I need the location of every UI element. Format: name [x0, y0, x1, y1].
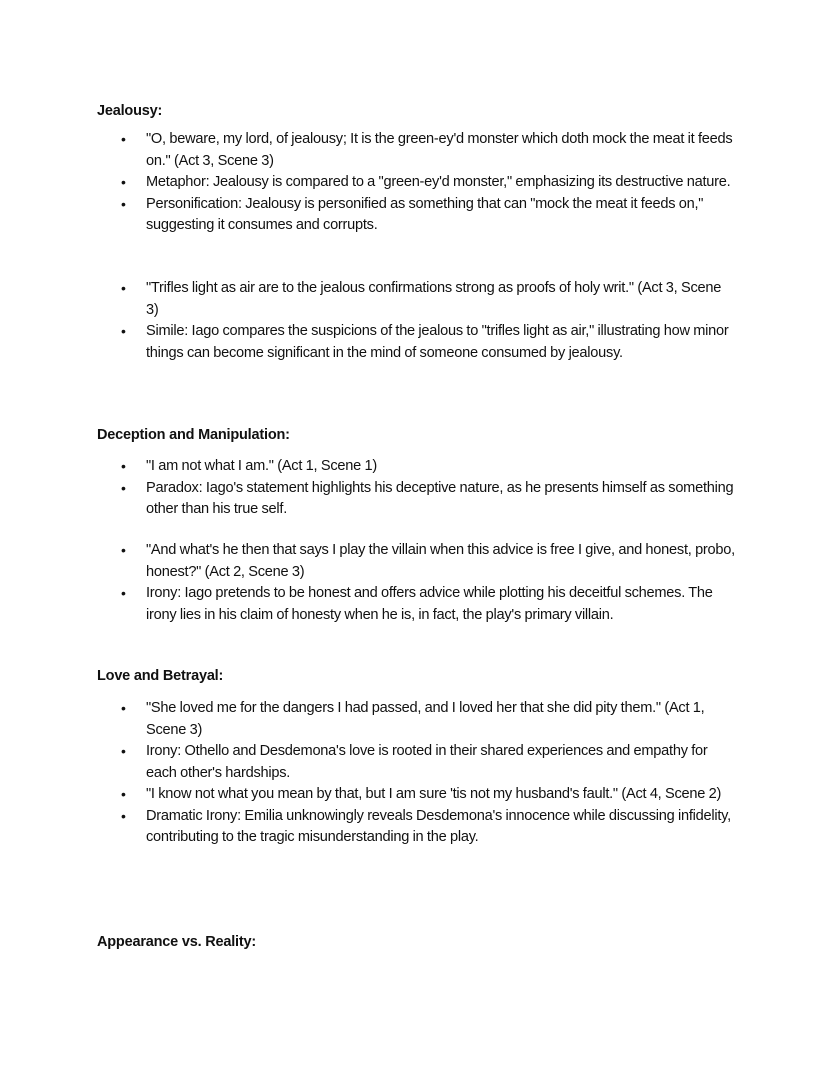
- bullet-icon: •: [121, 458, 126, 474]
- list-item: [0, 741, 736, 784]
- list-item: [0, 194, 736, 237]
- list-item: [0, 478, 736, 521]
- bullet-icon: •: [121, 807, 126, 824]
- bullet-icon: •: [121, 131, 126, 147]
- bullet-icon: •: [121, 195, 126, 212]
- bullet-icon: •: [121, 786, 126, 802]
- list-item: [0, 806, 736, 849]
- list-item: [0, 698, 736, 741]
- jealousy-list: [0, 129, 828, 237]
- section-heading-love-betrayal: Love and Betrayal:: [97, 668, 224, 684]
- list-item-text: Metaphor: Jealousy is compared to a "green-ey'd monster," emphasizing its destructive nature.: [146, 174, 731, 190]
- list-item-text: Irony: Othello and Desdemona's love is rooted in their shared experiences and empathy for each other's hardships.: [146, 743, 708, 781]
- list-item: [0, 129, 736, 172]
- list-item-text: "And what's he then that says I play the villain when this advice is free I give, and honest, probo, honest?" (Act 2, Scene 3): [146, 542, 735, 580]
- bullet-icon: •: [121, 479, 126, 496]
- list-item-text: "Trifles light as air are to the jealous confirmations strong as proofs of holy writ." (Act 3, Scene 3): [146, 280, 722, 318]
- list-item-text: "She loved me for the dangers I had passed, and I loved her that she did pity them." (Act 1, Scene 3): [146, 700, 705, 738]
- section-heading-deception: Deception and Manipulation:: [97, 427, 290, 443]
- bullet-icon: •: [121, 542, 126, 558]
- bullet-icon: •: [121, 280, 126, 296]
- list-item: [0, 784, 736, 806]
- list-item-text: Paradox: Iago's statement highlights his deceptive nature, as he presents himself as something other than his true self.: [146, 479, 734, 517]
- list-item: [0, 456, 736, 478]
- list-item-text: Dramatic Irony: Emilia unknowingly reveals Desdemona's innocence while discussing infidelity, contributing to the tragic misunderstanding in the play.: [146, 807, 731, 845]
- love-betrayal-list: [0, 698, 828, 849]
- bullet-icon: •: [121, 700, 126, 716]
- list-item: [0, 540, 736, 583]
- list-item-text: "I know not what you mean by that, but I am sure 'tis not my husband's fault." (Act 4, Scene 2): [146, 786, 722, 802]
- list-item: [0, 172, 736, 194]
- list-item: [0, 583, 736, 626]
- list-item: [0, 321, 736, 364]
- list-item: [0, 278, 736, 321]
- list-item-text: Personification: Jealousy is personified as something that can "mock the meat it feeds on," suggesting it consumes and corrupts.: [146, 195, 704, 233]
- bullet-icon: •: [121, 743, 126, 759]
- deception-list: [0, 456, 828, 521]
- section-heading-appearance-reality: Appearance vs. Reality:: [97, 934, 256, 950]
- section-heading-jealousy: Jealousy:: [97, 103, 163, 119]
- list-item-text: "I am not what I am." (Act 1, Scene 1): [146, 458, 377, 474]
- list-item-text: Simile: Iago compares the suspicions of the jealous to "trifles light as air," illustrating how minor things can become significant in the mind of someone consumed by jealousy.: [146, 323, 729, 361]
- jealousy-list-2: [0, 278, 828, 364]
- list-item-text: "O, beware, my lord, of jealousy; It is the green-ey'd monster which doth mock the meat it feeds on." (Act 3, Scene 3): [146, 131, 733, 169]
- bullet-icon: •: [121, 174, 126, 190]
- list-item-text: Irony: Iago pretends to be honest and offers advice while plotting his deceitful schemes. The irony lies in his claim of honesty when he is, in fact, the play's primary villain.: [146, 585, 713, 623]
- bullet-icon: •: [121, 323, 126, 339]
- deception-list-2: [0, 540, 828, 626]
- bullet-icon: •: [121, 585, 126, 601]
